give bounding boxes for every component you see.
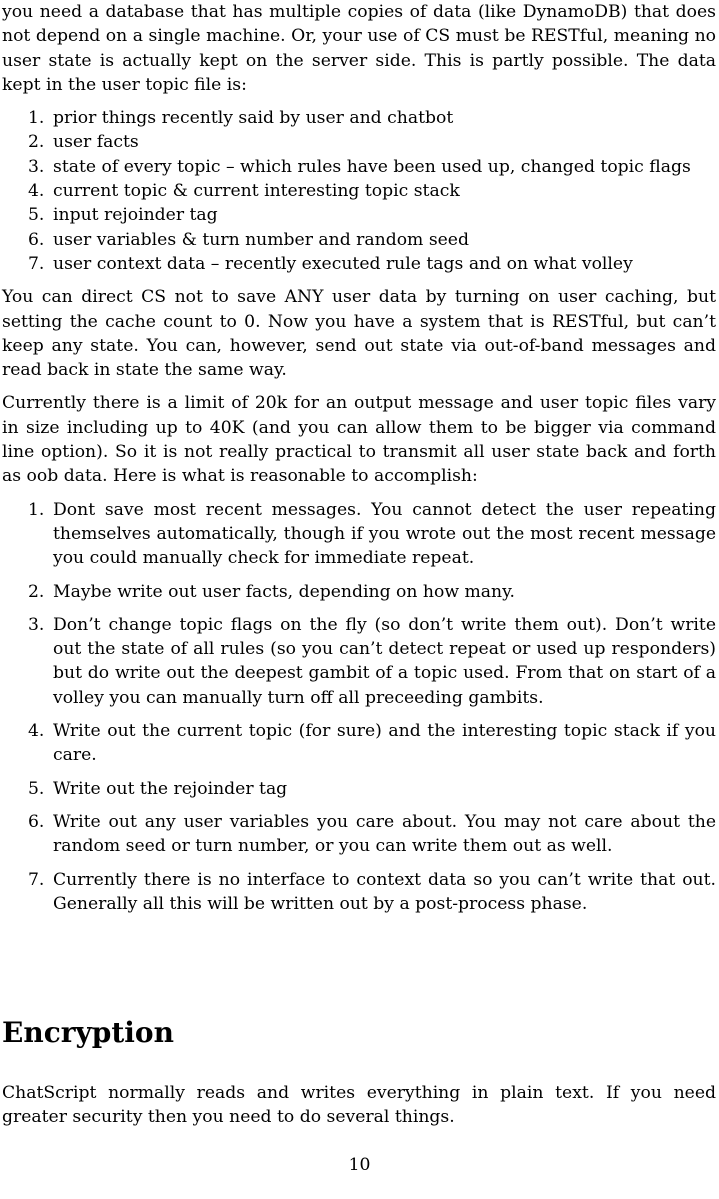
list-item [2, 810, 716, 859]
list-item-text: prior things recently said by user and chatbot [53, 108, 454, 129]
list-item-text: state of every topic – which rules have been used up, changed topic flags [53, 156, 691, 177]
list-item [2, 179, 716, 203]
list-item-text: Maybe write out user facts, depending on how many. [53, 581, 516, 602]
list-item [2, 228, 716, 252]
list-item-number: 1. [28, 108, 45, 129]
list-item-number: 3. [28, 614, 45, 635]
list-item [2, 868, 716, 917]
topic-file-list [2, 106, 716, 276]
list-item [2, 719, 716, 768]
list-item [2, 130, 716, 154]
list-item-text: user facts [53, 132, 139, 153]
list-item [2, 203, 716, 227]
list-item-text: user variables & turn number and random seed [53, 229, 469, 250]
reasonable-list [2, 498, 716, 916]
list-item-number: 6. [28, 229, 45, 250]
list-item [2, 155, 716, 179]
list-item-number: 3. [28, 156, 45, 177]
list-item [2, 106, 716, 130]
list-item-text: Write out the rejoinder tag [53, 778, 288, 799]
list-item-number: 4. [28, 721, 45, 742]
caching-paragraph: You can direct CS not to save ANY user data by turning on user caching, but setting the cache count to 0. Now you have a system that is RESTful, but can’t keep any state. You can, however, send out state via out-of-band messages and read back in state the same way. [2, 287, 716, 381]
list-item [2, 498, 716, 571]
list-item [2, 613, 716, 710]
limit-paragraph: Currently there is a limit of 20k for an output message and user topic files vary in size including up to 40K (and you can allow them to be bigger via command line option). So it is not really practical to transmit all user state back and forth as oob data. Here is what is reasonable to accomplish: [2, 393, 716, 487]
list-item-number: 7. [28, 869, 45, 890]
section-heading-encryption: Encryption [2, 1016, 174, 1049]
list-item-text: Don’t change topic flags on the fly (so don’t write them out). Don’t write out the state of all rules (so you can’t detect repeat or used up responders) but do write out the deepest gambit of a topic used. From that on start of a volley you can manually turn off all preceeding gambits. [53, 614, 716, 708]
list-item-text: input rejoinder tag [53, 205, 218, 226]
list-item [2, 580, 716, 604]
list-item-number: 6. [28, 811, 45, 832]
list-item-number: 5. [28, 778, 45, 799]
list-item [2, 252, 716, 276]
list-item-text: Currently there is no interface to context data so you can’t write that out. Generally all this will be written out by a post-process phase. [53, 869, 716, 914]
list-item-number: 5. [28, 205, 45, 226]
list-item-number: 1. [28, 499, 45, 520]
list-item-number: 4. [28, 181, 45, 202]
list-item-text: user context data – recently executed rule tags and on what volley [53, 253, 633, 274]
list-item-text: current topic & current interesting topic stack [53, 181, 460, 202]
list-item-text: Write out the current topic (for sure) and the interesting topic stack if you care. [53, 721, 716, 766]
intro-paragraph: you need a database that has multiple copies of data (like DynamoDB) that does not depend on a single machine. Or, your use of CS must be RESTful, meaning no user state is actually kept on the server side. This is partly possible. The data kept in the user topic file is: [2, 2, 716, 95]
page-body [2, 0, 716, 925]
list-item-text: Dont save most recent messages. You cannot detect the user repeating themselves automatically, though if you wrote out the most recent message you could manually check for immediate repeat. [53, 499, 716, 569]
page-number: 10 [348, 1155, 371, 1175]
list-item-number: 2. [28, 132, 45, 153]
list-item-text: Write out any user variables you care about. You may not care about the random seed or turn number, or you can write them out as well. [53, 811, 716, 857]
list-item-number: 7. [28, 253, 45, 274]
encryption-paragraph: ChatScript normally reads and writes everything in plain text. If you need greater security then you need to do several things. [2, 1083, 716, 1128]
list-item-number: 2. [28, 581, 45, 602]
list-item [2, 777, 716, 801]
